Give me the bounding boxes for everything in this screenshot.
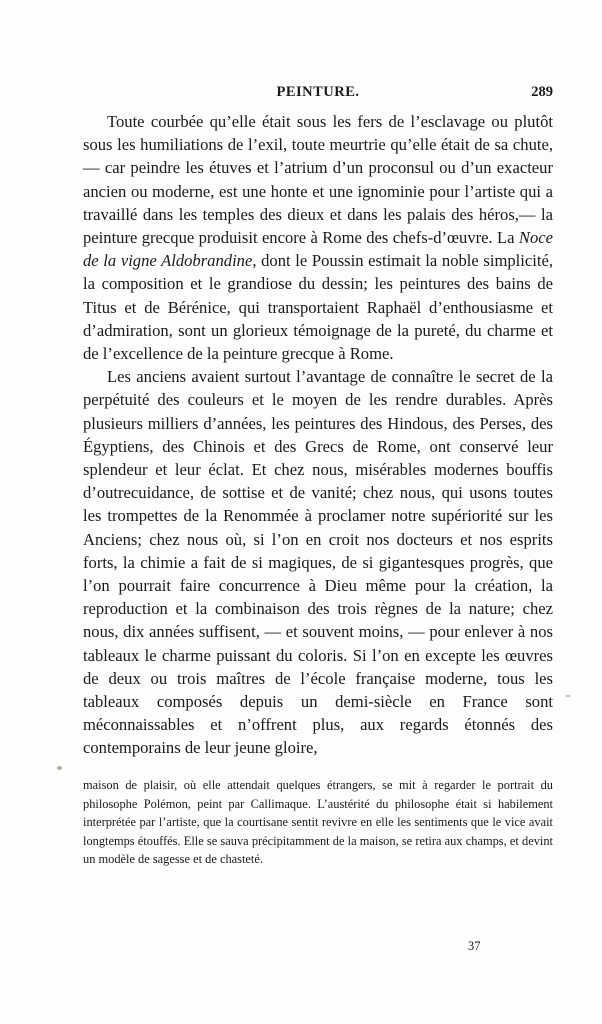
page-number: 289: [531, 84, 553, 100]
running-head: [83, 84, 553, 104]
running-title: PEINTURE.: [276, 84, 360, 100]
ink-speck: [57, 766, 62, 770]
paragraph-1-text-end: , dont le Poussin estimait la noble simplicité, la composition et le grandiose du dessin; les peintures des bains de Titus et de Bérénice, qui transportaient Raphaël d’enthousiasme et d’admiration, sont un glorieux témoignage de la pureté, du charme et de l’excellence de la peinture grecque à Rome.: [83, 251, 553, 364]
artwork-title: Noce de la vigne Aldobrandine: [83, 228, 553, 271]
paragraph-1: [83, 110, 553, 365]
paragraph-2: Les anciens avaient surtout l’avantage de connaître le secret de la perpétuité des couleurs et le moyen de les rendre durables. Après plusieurs milliers d’années, les peintures des Hindous, des Perses, des Égyptiens, des Chinois et des Grecs de Rome, ont conservé leur splendeur et leur éclat. Et chez nous, misérables modernes bouffis d’outrecuidance, de sottise et de vanité; chez nous, qui usons toutes les trompettes de la Renommée à proclamer notre supériorité sur les Anciens; chez nous où, si l’on en croit nos docteurs et nos esprits forts, la chimie a fait de si magiques, de si gigantesques progrès, que l’on pourrait faire concurrence à Dieu même pour la création, la reproduction et la combinaison des trois règnes de la nature; chez nous, dix années suffisent, — et souvent moins, — pour enlever à nos tableaux le charme puissant du coloris. Si l’on en excepte les œuvres de deux ou trois maîtres de l’école française moderne, tous les tableaux composés depuis un demi-siècle en France sont méconnaissables et n’offrent plus, aux regards étonnés des contemporains de leur jeune gloire,: [83, 367, 553, 758]
main-text: [83, 110, 553, 760]
ink-speck-small: [566, 695, 570, 697]
paragraph-1-text-start: Toute courbée qu’elle était sous les fers de l’esclavage ou plutôt sous les humiliations de l’exil, toute meurtrie qu’elle était de sa chute, — car peindre les étuves et l’atrium d’un proconsul ou d’un exacteur ancien ou moderne, est une honte et une ignominie pour l’artiste qui a travaillé dans les temples des dieux et dans les palais des héros,— la peinture grecque produisit encore à Rome des chefs-d’œuvre. La: [83, 112, 553, 248]
footnote: maison de plaisir, où elle attendait quelques étrangers, se mit à regarder le portrait du philosophe Polémon, peint par Callimaque. L’austérité du philosophe était si habilement interprétée par l’artiste, que la courtisane sentit revivre en elle les sentiments que le vice avait longtemps étouffés. Elle se sauva précipitamment de la maison, se retira aux champs, et devint un modèle de sagesse et de chasteté.: [83, 778, 553, 866]
signature-mark: 37: [468, 939, 481, 953]
